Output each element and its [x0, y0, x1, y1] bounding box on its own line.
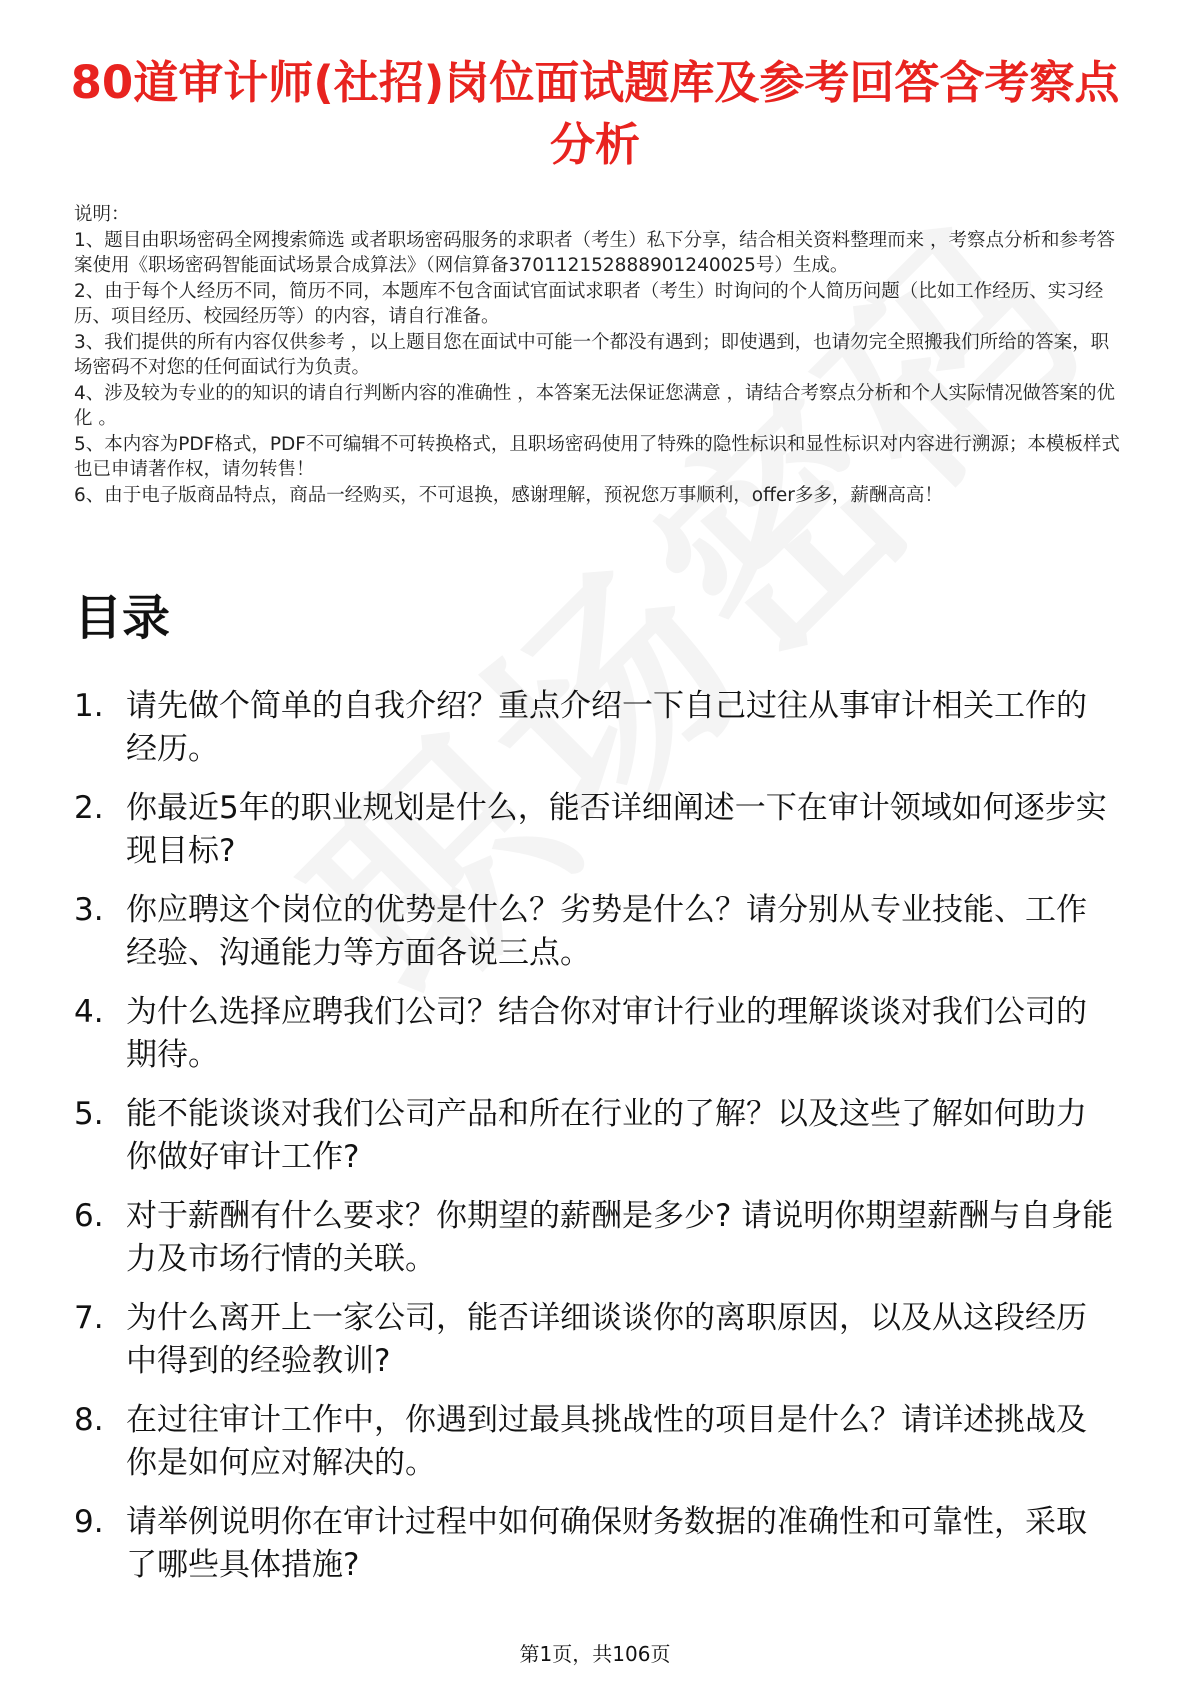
toc-item[interactable]: [74, 1093, 1134, 1179]
toc-item-number: 8.: [74, 1402, 104, 1438]
toc-item-number: 1.: [74, 688, 104, 724]
toc-item-text[interactable]: 请先做个简单的自我介绍？重点介绍一下自己过往从事审计相关工作的经历。: [126, 688, 1087, 767]
toc-item-number: 7.: [74, 1300, 104, 1336]
toc-item-number: 3.: [74, 892, 104, 928]
toc-item-text[interactable]: 你最近5年的职业规划是什么，能否详细阐述一下在审计领域如何逐步实现目标?: [126, 790, 1107, 869]
toc-item[interactable]: [74, 685, 1134, 771]
note-item: 1、题目由职场密码全网搜索筛选 或者职场密码服务的求职者（考生）私下分享，结合相关资料整理而来 ，考察点分析和参考答案使用《职场密码智能面试场景合成算法》（网信算备370112152888901240025号）生成。: [74, 229, 1116, 276]
toc-heading: 目录: [74, 590, 171, 646]
toc-item-text[interactable]: 为什么选择应聘我们公司？结合你对审计行业的理解谈谈对我们公司的期待。: [126, 994, 1087, 1073]
toc-item[interactable]: [74, 1297, 1134, 1383]
toc-item[interactable]: [74, 787, 1134, 873]
toc-item[interactable]: [74, 1501, 1134, 1587]
page-footer: 第1页，共106页: [519, 1642, 671, 1666]
toc-item[interactable]: [74, 889, 1134, 975]
note-item: 2、由于每个人经历不同，简历不同，本题库不包含面试官面试求职者（考生）时询问的个人简历问题（比如工作经历、实习经历、项目经历、校园经历等）的内容，请自行准备。: [74, 280, 1104, 327]
toc-item[interactable]: [74, 991, 1134, 1077]
note-item: 4、涉及较为专业的的知识的请自行判断内容的准确性 ，本答案无法保证您满意 ，请结合考察点分析和个人实际情况做答案的优化 。: [74, 382, 1116, 429]
toc-list: [74, 685, 1134, 1603]
toc-item-text[interactable]: 对于薪酬有什么要求？你期望的薪酬是多少? 请说明你期望薪酬与自身能力及市场行情的关联。: [126, 1198, 1114, 1277]
toc-item-number: 6.: [74, 1198, 104, 1234]
toc-item[interactable]: [74, 1399, 1134, 1485]
note-item: 3、我们提供的所有内容仅供参考 ，以上题目您在面试中可能一个都没有遇到；即使遇到，也请勿完全照搬我们所给的答案，职场密码不对您的任何面试行为负责。: [74, 331, 1110, 378]
toc-item-number: 9.: [74, 1504, 104, 1540]
toc-item-text[interactable]: 能不能谈谈对我们公司产品和所在行业的了解？以及这些了解如何助力你做好审计工作?: [126, 1096, 1087, 1175]
toc-item-number: 5.: [74, 1096, 104, 1132]
toc-item-text[interactable]: 在过往审计工作中，你遇到过最具挑战性的项目是什么？请详述挑战及你是如何应对解决的。: [126, 1402, 1087, 1481]
document-title: 80道审计师(社招)岗位面试题库及参考回答含考察点分析: [70, 56, 1120, 171]
note-item: 5、本内容为PDF格式，PDF不可编辑不可转换格式，且职场密码使用了特殊的隐性标识和显性标识对内容进行溯源；本模板样式也已申请著作权，请勿转售！: [74, 433, 1120, 480]
notes-section: [74, 202, 1124, 508]
toc-item-number: 4.: [74, 994, 104, 1030]
toc-item-text[interactable]: 为什么离开上一家公司，能否详细谈谈你的离职原因，以及从这段经历中得到的经验教训?: [126, 1300, 1087, 1379]
toc-item-text[interactable]: 你应聘这个岗位的优势是什么？劣势是什么？请分别从专业技能、工作经验、沟通能力等方面各说三点。: [126, 892, 1087, 971]
toc-item-number: 2.: [74, 790, 104, 826]
notes-heading: 说明：: [74, 204, 130, 225]
toc-item[interactable]: [74, 1195, 1134, 1281]
toc-item-text[interactable]: 请举例说明你在审计过程中如何确保财务数据的准确性和可靠性，采取了哪些具体措施?: [126, 1504, 1087, 1583]
note-item: 6、由于电子版商品特点，商品一经购买，不可退换，感谢理解，预祝您万事顺利，offer多多，薪酬高高！: [74, 484, 943, 506]
